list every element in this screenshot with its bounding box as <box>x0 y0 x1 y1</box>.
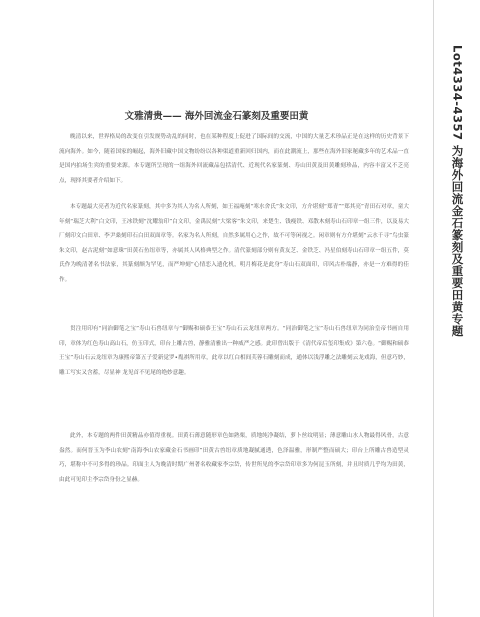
article-paragraph-3: 贯注用印有“同治御笔之宝”寿山石兽纽章与“御赐和硕恭王宝”寿山石云龙纽章两方。“同治御笔之宝”寿山石兽纽章为同治皇帝书画自用印，章体为红色寿山高山石，仿玉印式，印台上雕古兽，静雅清雅出一种威严之感。此印曾出版于《清代帝后玺印集成》第六卷。“御赐和硕恭王宝”寿山石云龙纽章为康熙帝第五子爱新觉罗•胤祺所用章，此章以红白相间芙蓉石雕刻而成，通体以浅浮雕之法雕刻云龙戏海，但意巧妙，雕工写实又含蓄，尽显神 龙见首不见尾的绝妙意趣。 <box>59 326 409 376</box>
article-paragraph-1: 晚清以来，世界格局的改变在引发规势动乱的同时，也在某种程度上促进了国际间的交流，中国的大量艺术珍品正是在这样的历史背景下流向海外。如今，随着国家的崛起，海外旧藏中国文物纷纷以各种渠道重新回归国内，而在此潮流上，那些在海外旧家秘藏多年的艺术品一直是国内拍场生宾的重要来源。本专题所呈现的一组海外回流藏品包括清代、近现代名家篆刻、寿山田黄及田黄雕刻珍品，内容丰富又不乏亮点，现择其要者介绍如下。 <box>59 134 409 184</box>
article-title: 文雅清贵—— 海外回流金石篆刻及重要田黄 <box>124 111 309 122</box>
section-side-tab <box>433 0 480 617</box>
side-tab-label: Lot4334-4357 为海外回流金石篆刻及重要田黄专题 <box>450 45 465 338</box>
article-paragraph-4: 此外，本专题的两件田黄精品亦值得重视。田黄石薄意随形章色如熟栗，质地纯净凝结，萝卜丝纹明显；薄意雕山水人物最得风骨，古意盎然。而何晋玉为李山农刻“南海李山农家藏金石书画印”田黄古兽纽章质地凝腻通透，色泽温雅，形制严整而硕大；印台上所雕古兽造型灵巧，堪称中不可多得的珍品。印面主人为晚清时期广州著名收藏家李宗岱，传世所见的李宗岱印章多为何昆玉所刻，并且时质几乎均为田黄，由此可见印主李宗岱身份之显赫。 <box>59 433 409 483</box>
article-paragraph-2: 本专题最大亮者为近代名家篆刻，其中多为其人为名人所刻，如王福庵刻“寒水舍氏”朱文印，方介堪刻“郑青”“郑其亮”青田石对章，童大年刻“瑞芝大利”白文印，王冰铁刻“沈耀翁印”白文印，金禹民刻“大梁客”朱文印，来楚生、钱瘦铁、邓散木刻寿山石印章一组三件，以及易大厂刻印文白田章、李尹桑刻印石白田双面章等。名家为名人所刻，自然多属用心之作，故不可等闲视之。闲章则有方介堪刻“云水千寻”鸟虫篆朱文印，赵古泥刻“如意珠”田黄石鱼纽章等，亦属其人风格典型之作。清代篆刻部分则有黄友芝、金铁芝、冯星伯刻寿山石印章一组五件，莫氏作为晚清著名书法家，其篆刻颇为罕见，而严坤刻“心情恋入遗化机，明月梅花是此身”寿山石双面印，印风古朴端静，亦是一方难得的佳作。 <box>59 204 409 283</box>
